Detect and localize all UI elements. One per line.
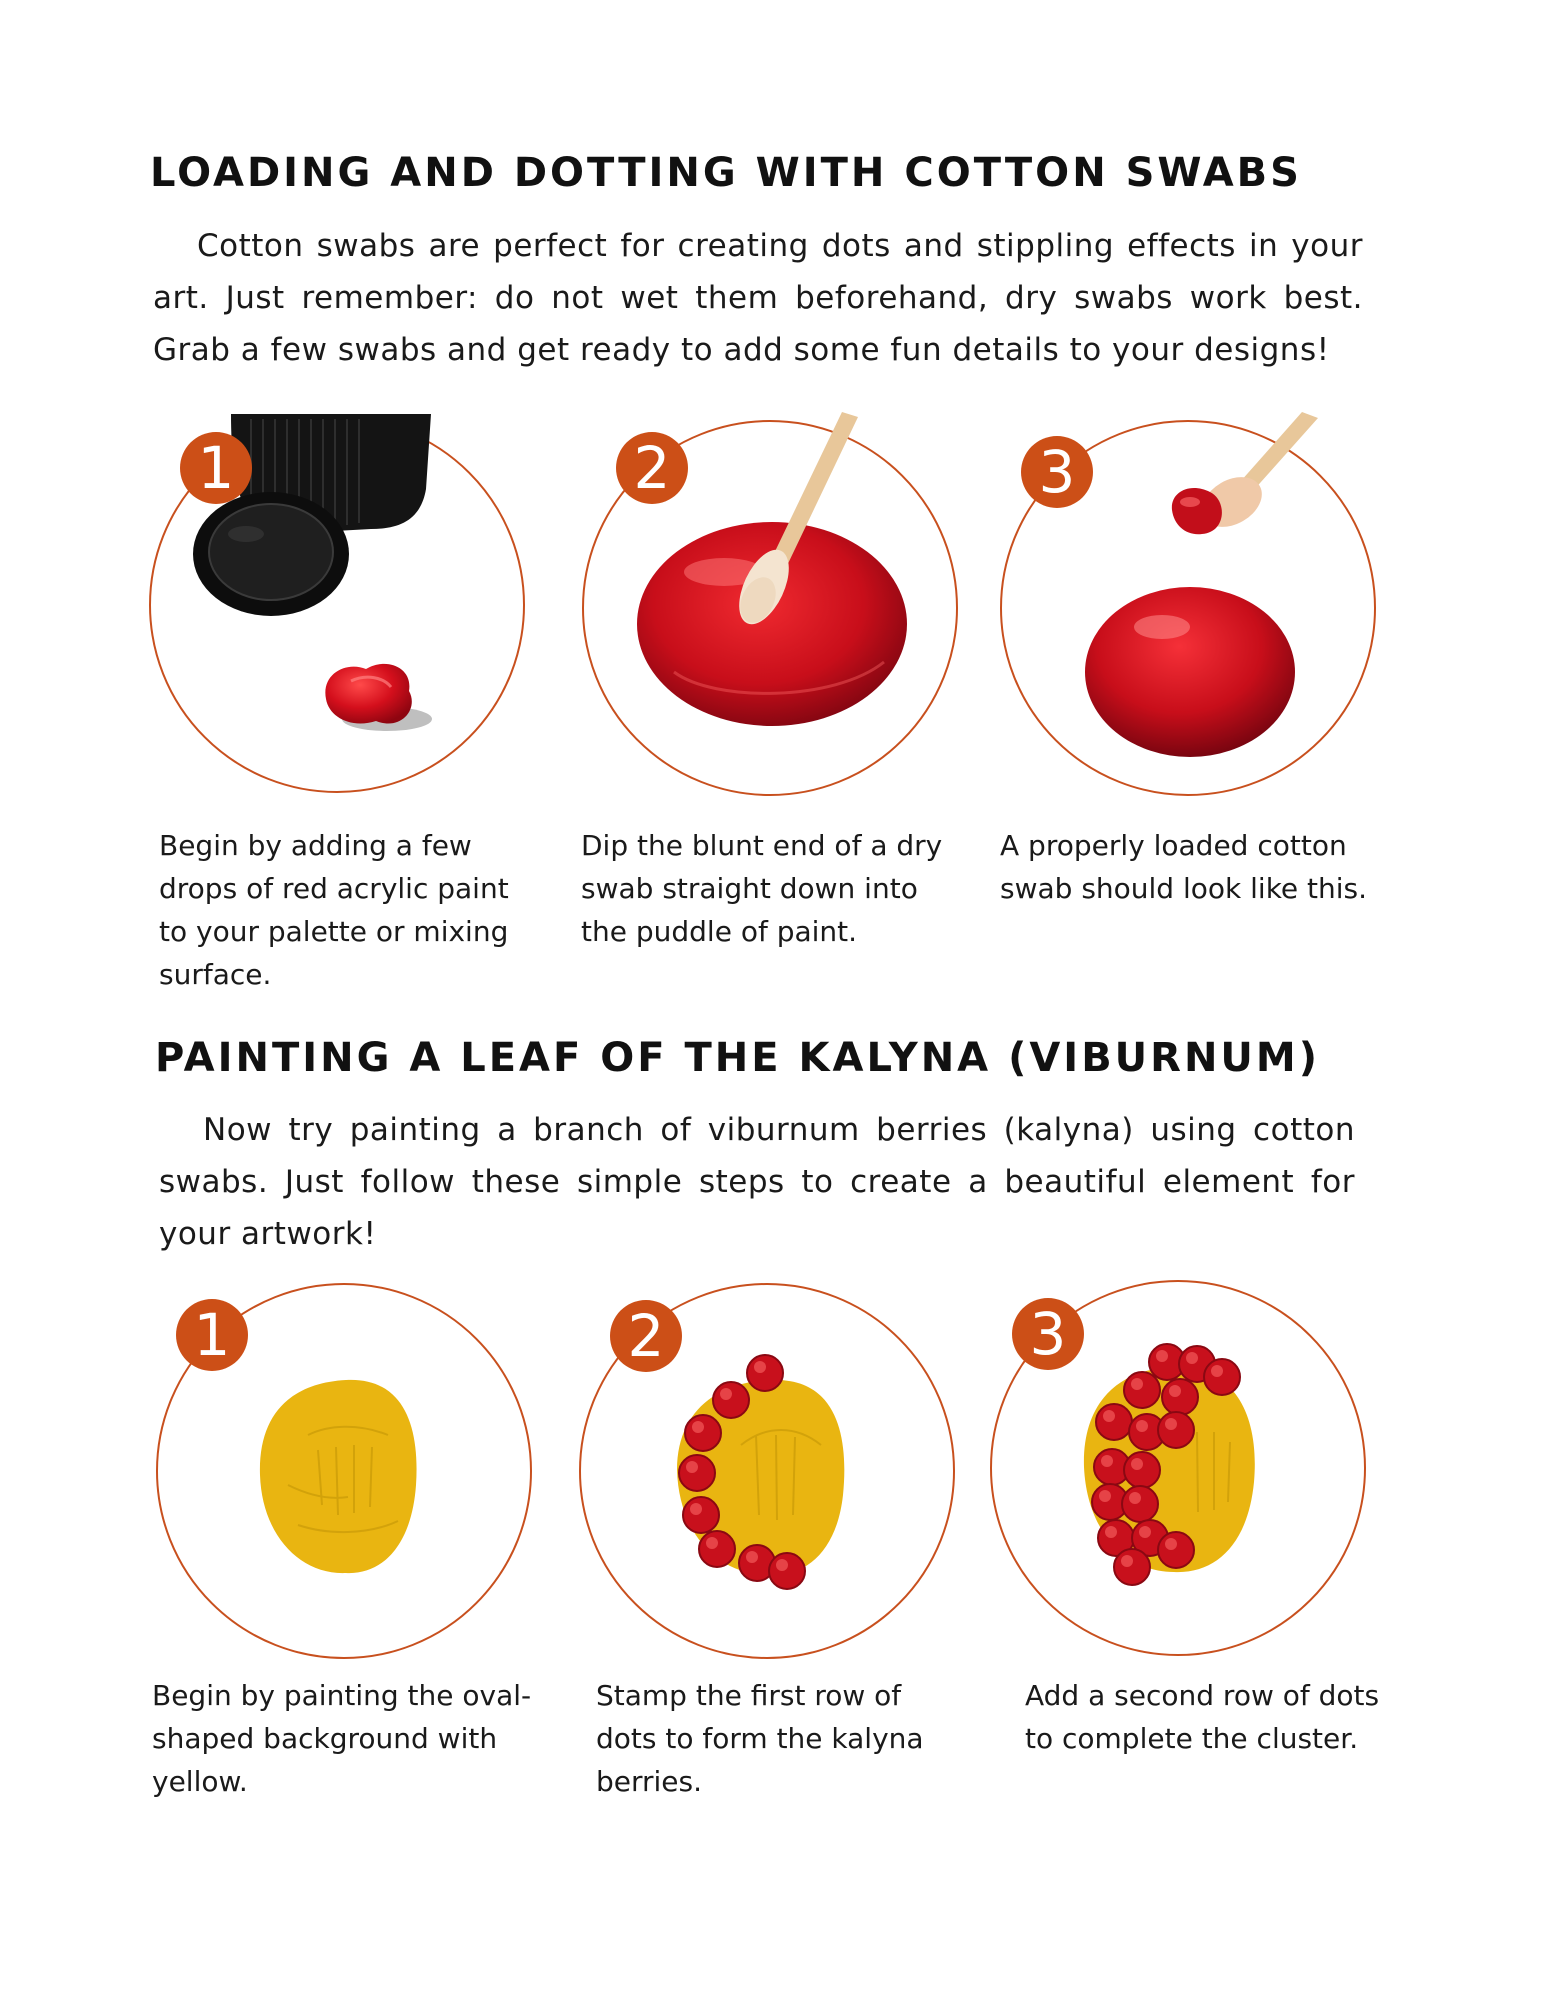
berry-dot xyxy=(769,1553,805,1589)
leaf-step1-caption: Begin by painting the oval-shaped background with yellow. xyxy=(152,1679,532,1798)
berry-dot xyxy=(1114,1549,1150,1585)
berry-dot xyxy=(679,1455,715,1491)
step3-leaf-illustration xyxy=(990,1280,1366,1656)
berry-dot xyxy=(699,1531,735,1567)
berry-dot xyxy=(747,1355,783,1391)
section2-title: PAINTING A LEAF OF THE KALYNA (VIBURNUM) xyxy=(155,1035,1320,1081)
berry-dot xyxy=(713,1382,749,1418)
berry-dot xyxy=(1096,1404,1132,1440)
step-number-badge: 3 xyxy=(1021,436,1093,508)
step3-caption: A properly loaded cotton swab should look like this. xyxy=(1000,829,1368,905)
step2-leaf-illustration xyxy=(579,1283,955,1659)
step1-leaf-illustration xyxy=(156,1283,532,1659)
section1-intro: Cotton swabs are perfect for creating dots and stippling effects in your art. Just remember: do not wet them beforehand, dry swabs work best. Grab a few swabs and get ready to add some fun details to your designs! xyxy=(153,228,1363,368)
berry-dot xyxy=(1122,1486,1158,1522)
step2-illustration xyxy=(582,420,958,796)
step2-caption: Dip the blunt end of a dry swab straight down into the puddle of paint. xyxy=(581,829,943,948)
step-number-badge: 2 xyxy=(616,432,688,504)
step3-illustration xyxy=(1000,420,1376,796)
section2-intro: Now try painting a branch of viburnum berries (kalyna) using cotton swabs. Just follow these simple steps to create a beautiful element for your artwork! xyxy=(159,1112,1355,1252)
berry-dot xyxy=(685,1415,721,1451)
leaf-step2-caption: Stamp the first row of dots to form the kalyna berries. xyxy=(596,1679,924,1798)
step1-illustration xyxy=(149,417,525,793)
step1-caption: Begin by adding a few drops of red acrylic paint to your palette or mixing surface. xyxy=(159,829,509,991)
berry-dot xyxy=(1124,1452,1160,1488)
berry-dot xyxy=(1124,1372,1160,1408)
section1-title: LOADING AND DOTTING WITH COTTON SWABS xyxy=(150,150,1302,196)
step-number-badge: 1 xyxy=(176,1299,248,1371)
step-number-badge: 1 xyxy=(180,432,252,504)
berry-dot xyxy=(1158,1412,1194,1448)
step-number-badge: 2 xyxy=(610,1300,682,1372)
berry-dot xyxy=(1158,1532,1194,1568)
berry-dot xyxy=(683,1497,719,1533)
berry-dot xyxy=(1204,1359,1240,1395)
berry-dot xyxy=(1162,1379,1198,1415)
leaf-step3-caption: Add a second row of dots to complete the cluster. xyxy=(1025,1679,1380,1755)
step-number-badge: 3 xyxy=(1012,1298,1084,1370)
